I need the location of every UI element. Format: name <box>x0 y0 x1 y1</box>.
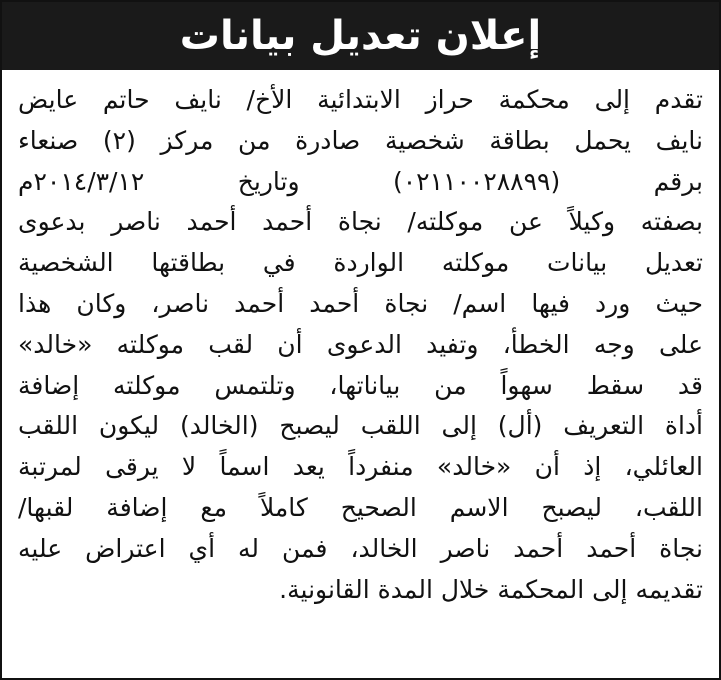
notice-line: اللقب، ليصبح الاسم الصحيح كاملاً مع إضافة لقبها/ <box>18 492 703 522</box>
notice-line: حيث ورد فيها اسم/ نجاة أحمد أحمد ناصر، وكان هذا <box>18 288 703 318</box>
notice-body <box>18 80 703 610</box>
title-bar <box>2 2 719 70</box>
notice-line: أداة التعريف (أل) إلى اللقب ليصبح (الخالد) ليكون اللقب <box>18 411 703 441</box>
notice-line: بصفته وكيلاً عن موكلته/ نجاة أحمد أحمد ناصر بدعوى <box>18 207 703 237</box>
notice-line-last: تقديمه إلى المحكمة خلال المدة القانونية. <box>279 574 703 604</box>
notice-title: إعلان تعديل بيانات <box>179 13 542 59</box>
notice-line: تعديل بيانات موكلته الواردة في بطاقتها الشخصية <box>18 248 703 278</box>
notice-line: تقدم إلى محكمة حراز الابتدائية الأخ/ نايف حاتم عايض <box>18 85 703 114</box>
notice-line: نجاة أحمد أحمد ناصر الخالد، فمن له أي اعتراض عليه <box>18 533 703 563</box>
notice-line: على وجه الخطأ، وتفيد الدعوى أن لقب موكلته «خالد» <box>18 329 703 359</box>
notice-line: نايف يحمل بطاقة شخصية صادرة من مركز (٢) صنعاء <box>18 125 703 155</box>
notice-line: قد سقط سهواً من بياناتها، وتلتمس موكلته إضافة <box>18 370 703 400</box>
notice-line: برقم (٠٢١١٠٠٢٨٨٩٩) وتاريخ ٢٠١٤/٣/١٢م <box>18 166 703 196</box>
notice-line: العائلي، إذ أن «خالد» منفرداً يعد اسماً لا يرقى لمرتبة <box>18 452 703 482</box>
